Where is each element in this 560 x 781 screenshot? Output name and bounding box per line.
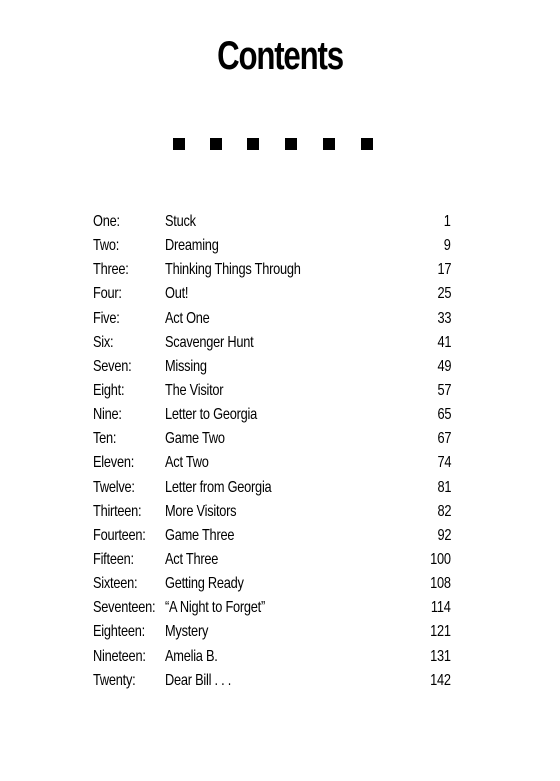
- chapter-number: Nineteen:: [93, 647, 146, 665]
- chapter-title: Act Two: [165, 454, 209, 472]
- chapter-number: Thirteen:: [93, 502, 142, 520]
- chapter-title: Getting Ready: [165, 575, 244, 593]
- chapter-number: Sixteen:: [93, 575, 138, 593]
- chapter-number: Four:: [93, 285, 122, 303]
- ornament-square: [285, 138, 297, 150]
- chapter-page-number: 74: [437, 454, 451, 472]
- chapter-page-number: 108: [430, 575, 451, 593]
- chapter-page-number: 1: [444, 213, 451, 230]
- chapter-page-number: 114: [431, 599, 451, 617]
- chapter-number: Twenty:: [93, 671, 136, 689]
- toc-entry: [93, 620, 453, 644]
- chapter-page-number: 121: [430, 623, 451, 641]
- chapter-title: Stuck: [165, 213, 196, 230]
- chapter-number: Five:: [93, 309, 120, 327]
- chapter-number: Nine:: [93, 406, 122, 424]
- chapter-title: Dreaming: [165, 237, 219, 255]
- chapter-page-number: 100: [430, 550, 451, 568]
- toc-entry: [93, 282, 453, 306]
- chapter-title: Game Three: [165, 526, 235, 544]
- chapter-number: Six:: [93, 333, 114, 351]
- chapter-page-number: 33: [437, 309, 451, 327]
- toc-entry: [93, 500, 453, 524]
- ornament-square: [173, 138, 185, 150]
- toc-entry: [93, 307, 453, 331]
- chapter-title: Missing: [165, 357, 207, 375]
- chapter-title: Amelia B.: [165, 647, 218, 665]
- chapter-page-number: 41: [437, 333, 451, 351]
- chapter-title: Letter to Georgia: [165, 406, 257, 424]
- chapter-page-number: 49: [437, 357, 451, 375]
- chapter-number: Fourteen:: [93, 526, 146, 544]
- chapter-title: Dear Bill . . .: [165, 671, 232, 689]
- chapter-number: One:: [93, 213, 120, 230]
- table-of-contents: [93, 210, 453, 693]
- toc-entry: [93, 427, 453, 451]
- chapter-number: Seventeen:: [93, 599, 156, 617]
- toc-entry: [93, 210, 453, 234]
- chapter-title: Letter from Georgia: [165, 478, 272, 496]
- chapter-title: Out!: [165, 285, 189, 303]
- ornament-divider: [0, 138, 560, 152]
- chapter-number: Fifteen:: [93, 550, 134, 568]
- chapter-number: Two:: [93, 237, 120, 255]
- chapter-title: Thinking Things Through: [165, 261, 301, 279]
- chapter-page-number: 57: [437, 381, 451, 399]
- chapter-number: Eleven:: [93, 454, 135, 472]
- chapter-page-number: 142: [430, 671, 451, 689]
- toc-entry: [93, 234, 453, 258]
- chapter-page-number: 25: [437, 285, 451, 303]
- page-title: Contents: [217, 34, 343, 78]
- chapter-number: Seven:: [93, 357, 132, 375]
- chapter-title: Scavenger Hunt: [165, 333, 254, 351]
- chapter-title: The Visitor: [165, 381, 224, 399]
- chapter-page-number: 17: [437, 261, 451, 279]
- chapter-title: “A Night to Forget”: [165, 599, 266, 617]
- toc-entry: [93, 572, 453, 596]
- chapter-title: More Visitors: [165, 502, 237, 520]
- toc-entry: [93, 524, 453, 548]
- chapter-number: Twelve:: [93, 478, 135, 496]
- chapter-page-number: 92: [437, 526, 451, 544]
- chapter-page-number: 67: [437, 430, 451, 448]
- chapter-number: Eighteen:: [93, 623, 145, 641]
- chapter-title: Act One: [165, 309, 210, 327]
- chapter-title: Game Two: [165, 430, 225, 448]
- chapter-title: Mystery: [165, 623, 209, 641]
- toc-entry: [93, 476, 453, 500]
- toc-entry: [93, 258, 453, 282]
- toc-entry: [93, 355, 453, 379]
- ornament-square: [361, 138, 373, 150]
- toc-entry: [93, 331, 453, 355]
- toc-entry: [93, 548, 453, 572]
- chapter-page-number: 82: [437, 502, 451, 520]
- chapter-number: Three:: [93, 261, 129, 279]
- ornament-square: [323, 138, 335, 150]
- chapter-page-number: 9: [444, 237, 451, 255]
- toc-entry: [93, 451, 453, 475]
- chapter-title: Act Three: [165, 550, 219, 568]
- chapter-page-number: 65: [437, 406, 451, 424]
- toc-entry: [93, 379, 453, 403]
- ornament-square: [247, 138, 259, 150]
- toc-entry: [93, 669, 453, 693]
- chapter-number: Ten:: [93, 430, 117, 448]
- chapter-page-number: 81: [437, 478, 451, 496]
- chapter-number: Eight:: [93, 381, 125, 399]
- toc-entry: [93, 596, 453, 620]
- toc-entry: [93, 403, 453, 427]
- ornament-square: [210, 138, 222, 150]
- toc-entry: [93, 645, 453, 669]
- chapter-page-number: 131: [430, 647, 451, 665]
